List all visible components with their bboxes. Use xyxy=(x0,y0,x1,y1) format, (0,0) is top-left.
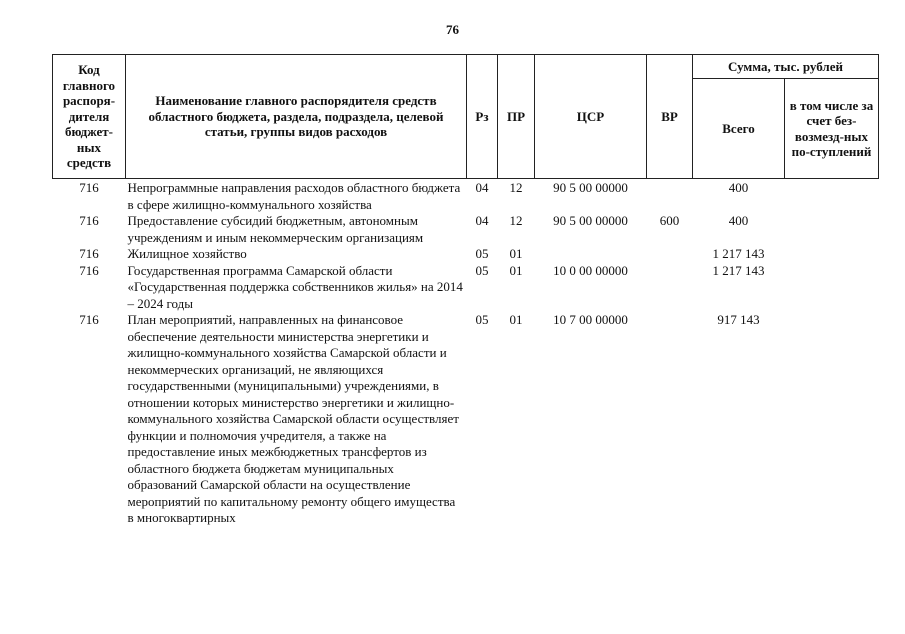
table-row xyxy=(53,179,879,214)
cell-incl xyxy=(785,246,879,263)
header-rz: Рз xyxy=(467,55,498,179)
cell-code: 716 xyxy=(79,262,99,278)
cell-vr xyxy=(647,312,693,527)
cell-csr: 90 5 00 00000 xyxy=(553,213,628,228)
cell-name: Предоставление субсидий бюджетным, автономным учреждениям и иным некоммерческим организациям xyxy=(127,213,424,245)
table-row xyxy=(53,213,879,246)
cell-incl xyxy=(785,179,879,214)
cell-pr: 01 xyxy=(509,262,523,278)
cell-vr xyxy=(647,179,693,214)
cell-rz: 05 xyxy=(475,262,489,278)
cell-rz: 04 xyxy=(475,213,489,228)
cell-csr: 10 7 00 00000 xyxy=(553,312,628,327)
cell-vr xyxy=(647,246,693,263)
header-pr: ПР xyxy=(498,55,535,179)
table-row xyxy=(53,246,879,263)
cell-name: Государственная программа Самарской области «Государственная поддержка собственников жилья» на 2014 – 2024 годы xyxy=(127,262,463,311)
header-sum: Сумма, тыс. рублей xyxy=(693,55,879,79)
cell-rz: 05 xyxy=(475,312,489,327)
cell-code: 716 xyxy=(79,180,99,195)
cell-csr: 10 0 00 00000 xyxy=(553,262,628,278)
header-csr: ЦСР xyxy=(535,55,647,179)
cell-total: 400 xyxy=(728,213,749,228)
cell-incl xyxy=(785,213,879,246)
cell-rz: 04 xyxy=(475,180,489,195)
cell-name: Непрограммные направления расходов областного бюджета в сфере жилищно-коммунального хозяйства xyxy=(127,180,461,212)
cell-csr xyxy=(535,246,647,263)
cell-name: План мероприятий, направленных на финансовое обеспечение деятельности министерства энергетики и жилищно-коммунального хозяйства Самарской области и некоммерческих организаций, не являющихся государственными (муниципальными) учреждениями, в отношении которых министерство энергетики и жилищно-коммунального хозяйства Самарской области осуществляет функции и полномочия учредителя, а также на предоставление иных межбюджетных трансфертов из областного бюджета бюджетам муниципальных образований Самарской области на осуществление мероприятий по капитальному ремонту общего имущества в многоквартирных xyxy=(127,312,459,525)
cell-vr: 600 xyxy=(659,213,680,228)
cell-code: 716 xyxy=(79,312,99,327)
cell-total: 1 217 143 xyxy=(712,262,765,278)
cell-total: 917 143 xyxy=(717,312,760,327)
header-code: Код главного распоря-дителя бюджет-ных средств xyxy=(53,55,126,179)
header-name: Наименование главного распорядителя средств областного бюджета, раздела, подраздела, целевой статьи, группы видов расходов xyxy=(126,55,467,179)
header-vr: ВР xyxy=(647,55,693,179)
cell-incl xyxy=(785,312,879,527)
cell-code: 716 xyxy=(79,213,99,228)
cell-pr: 12 xyxy=(509,213,523,228)
cell-vr xyxy=(647,263,693,313)
cell-incl xyxy=(785,263,879,313)
cell-rz: 05 xyxy=(475,246,489,261)
cell-total: 400 xyxy=(728,180,749,195)
cell-csr: 90 5 00 00000 xyxy=(553,180,628,195)
header-total: Всего xyxy=(693,79,785,179)
cell-code: 716 xyxy=(79,246,99,261)
header-incl: в том числе за счет без-возмезд-ных по-ступлений xyxy=(785,79,879,179)
cell-name: Жилищное хозяйство xyxy=(127,246,247,261)
cell-pr: 01 xyxy=(509,246,523,261)
cell-pr: 01 xyxy=(509,312,523,327)
cell-pr: 12 xyxy=(509,180,523,195)
table-row xyxy=(53,263,879,313)
table-row xyxy=(53,312,879,527)
page-number: 76 xyxy=(446,22,459,37)
cell-total: 1 217 143 xyxy=(712,246,765,261)
budget-table xyxy=(52,54,879,527)
